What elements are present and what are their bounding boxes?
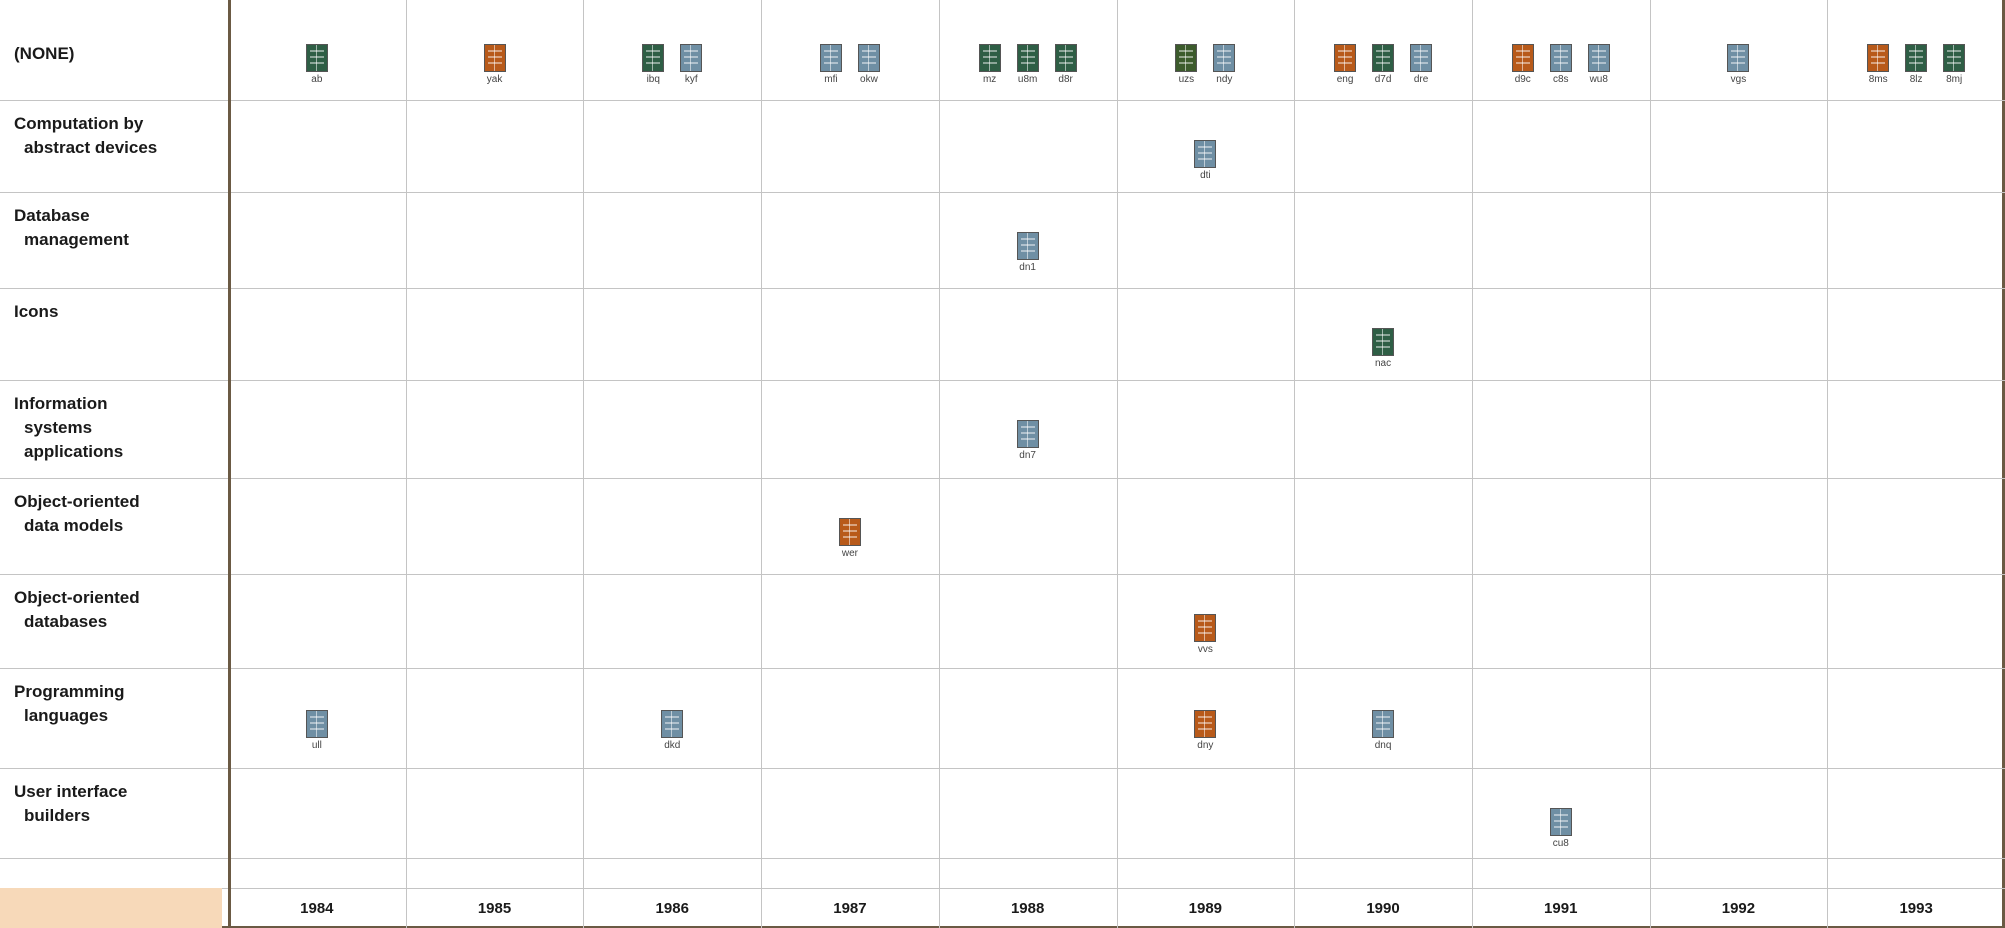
book-icon — [306, 710, 328, 738]
document-icon[interactable] — [1192, 710, 1218, 751]
column-gridline — [1294, 0, 1295, 928]
year-tick-label: 1988 — [1010, 900, 1045, 917]
column-gridline — [583, 0, 584, 928]
row-gridline — [0, 768, 2005, 769]
document-code: kyf — [684, 74, 698, 85]
book-icon — [1372, 710, 1394, 738]
document-icon[interactable] — [1370, 328, 1396, 369]
row-label — [14, 680, 222, 728]
document-code: dn7 — [1019, 450, 1036, 461]
document-code: vgs — [1730, 74, 1747, 85]
book-icon — [1194, 614, 1216, 642]
document-icon[interactable] — [1725, 44, 1751, 85]
column-gridline — [939, 0, 940, 928]
document-icon[interactable] — [1211, 44, 1237, 85]
book-icon — [306, 44, 328, 72]
row-gridline — [0, 192, 2005, 193]
document-icon[interactable] — [1173, 44, 1199, 85]
column-gridline — [761, 0, 762, 928]
row-label-line: Icons — [14, 302, 59, 321]
document-code: ndy — [1216, 74, 1233, 85]
book-icon — [484, 44, 506, 72]
document-code: ibq — [646, 74, 660, 85]
book-icon — [1905, 44, 1927, 72]
document-icon[interactable] — [304, 710, 330, 751]
book-icon — [839, 518, 861, 546]
row-label-line: languages — [24, 706, 109, 725]
document-code: nac — [1374, 358, 1392, 369]
book-icon — [1867, 44, 1889, 72]
column-gridline — [1117, 0, 1118, 928]
book-icon — [1512, 44, 1534, 72]
row-gridline — [0, 574, 2005, 575]
document-icon[interactable] — [818, 44, 844, 85]
document-icon[interactable] — [1370, 44, 1396, 85]
document-code: mfi — [824, 74, 838, 85]
document-icon[interactable] — [1548, 808, 1574, 849]
column-gridline — [228, 0, 231, 928]
book-icon — [1588, 44, 1610, 72]
book-icon — [1334, 44, 1356, 72]
row-label — [14, 780, 222, 828]
document-icon[interactable] — [1586, 44, 1612, 85]
document-icon[interactable] — [1370, 710, 1396, 751]
row-gridline — [0, 888, 2005, 889]
document-code: d9c — [1514, 74, 1531, 85]
row-label-line: User interface — [14, 782, 128, 801]
row-label — [14, 490, 222, 538]
row-label-line: Information — [14, 394, 108, 413]
row-label-line: abstract devices — [24, 138, 158, 157]
year-tick-label: 1993 — [1899, 900, 1933, 917]
document-code: okw — [860, 74, 878, 85]
document-code: mz — [982, 74, 997, 85]
row-gridline — [0, 0, 2005, 1]
axis-corner-swatch — [0, 888, 222, 928]
document-code: 8mj — [1946, 74, 1963, 85]
document-icon[interactable] — [1015, 232, 1041, 273]
row-label-line: Database — [14, 206, 90, 225]
book-icon — [1017, 232, 1039, 260]
book-icon — [1727, 44, 1749, 72]
row-label-line: Programming — [14, 682, 125, 701]
document-code: cu8 — [1552, 838, 1569, 849]
book-icon — [1410, 44, 1432, 72]
year-tick-label: 1987 — [833, 900, 867, 917]
row-label — [14, 112, 222, 160]
row-label-line: Object-oriented — [14, 492, 140, 511]
document-icon[interactable] — [856, 44, 882, 85]
row-label — [14, 204, 222, 252]
row-gridline — [0, 478, 2005, 479]
document-code: dti — [1200, 170, 1211, 181]
row-label-line: builders — [24, 806, 91, 825]
document-icon[interactable] — [1903, 44, 1929, 85]
row-label — [14, 586, 222, 634]
book-icon — [1055, 44, 1077, 72]
document-code: wu8 — [1589, 74, 1608, 85]
row-gridline — [0, 100, 2005, 101]
document-icon[interactable] — [1865, 44, 1891, 85]
document-icon[interactable] — [1548, 44, 1574, 85]
row-label — [14, 300, 222, 324]
book-icon — [858, 44, 880, 72]
document-code: 8ms — [1868, 74, 1888, 85]
book-icon — [1017, 420, 1039, 448]
document-code: ab — [311, 74, 323, 85]
document-code: vvs — [1197, 644, 1213, 655]
book-icon — [661, 710, 683, 738]
book-icon — [642, 44, 664, 72]
column-gridline — [1472, 0, 1473, 928]
row-label-line: systems — [24, 418, 93, 437]
column-gridline — [406, 0, 407, 928]
row-label-line: databases — [24, 612, 108, 631]
book-icon — [979, 44, 1001, 72]
row-gridline — [0, 858, 2005, 859]
document-icon[interactable] — [1053, 44, 1079, 85]
row-label-line: Object-oriented — [14, 588, 140, 607]
row-label-line: data models — [24, 516, 124, 535]
document-icon[interactable] — [977, 44, 1003, 85]
document-code: dre — [1413, 74, 1429, 85]
document-icon[interactable] — [659, 710, 685, 751]
document-icon[interactable] — [640, 44, 666, 85]
document-code: wer — [841, 548, 858, 559]
document-code: d8r — [1058, 74, 1073, 85]
document-icon[interactable] — [1510, 44, 1536, 85]
book-icon — [1372, 328, 1394, 356]
document-icon[interactable] — [1192, 140, 1218, 181]
column-gridline — [1827, 0, 1828, 928]
document-code: 8lz — [1909, 74, 1923, 85]
document-code: ull — [311, 740, 322, 751]
document-icon[interactable] — [678, 44, 704, 85]
book-icon — [1175, 44, 1197, 72]
document-icon[interactable] — [1015, 44, 1041, 85]
document-code: yak — [486, 74, 503, 85]
row-label — [14, 42, 222, 66]
book-icon — [820, 44, 842, 72]
book-icon — [1550, 808, 1572, 836]
year-tick-label: 1984 — [300, 900, 334, 917]
document-icon[interactable] — [1015, 420, 1041, 461]
book-icon — [1943, 44, 1965, 72]
document-code: dn1 — [1019, 262, 1036, 273]
document-icon[interactable] — [304, 44, 330, 85]
document-icon[interactable] — [837, 518, 863, 559]
document-icon[interactable] — [1332, 44, 1358, 85]
year-tick-label: 1989 — [1188, 900, 1223, 917]
year-tick-label: 1992 — [1721, 900, 1756, 917]
column-gridline — [1650, 0, 1651, 928]
year-tick-label: 1991 — [1544, 900, 1578, 917]
row-label-line: applications — [24, 442, 124, 461]
book-icon — [1194, 710, 1216, 738]
row-gridline — [0, 288, 2005, 289]
book-icon — [1213, 44, 1235, 72]
book-icon — [1550, 44, 1572, 72]
year-tick-label: 1986 — [655, 900, 689, 917]
book-icon — [1194, 140, 1216, 168]
document-code: dnq — [1374, 740, 1392, 751]
year-tick-label: 1985 — [477, 900, 512, 917]
row-label — [14, 392, 222, 464]
document-code: c8s — [1552, 74, 1569, 85]
document-code: eng — [1336, 74, 1354, 85]
document-icon[interactable] — [1941, 44, 1967, 85]
document-code: dny — [1197, 740, 1214, 751]
document-icon[interactable] — [1408, 44, 1434, 85]
document-code: d7d — [1374, 74, 1392, 85]
document-code: u8m — [1017, 74, 1038, 85]
document-code: dkd — [664, 740, 681, 751]
row-label-line: Computation by — [14, 114, 144, 133]
book-icon — [680, 44, 702, 72]
year-tick-label: 1990 — [1366, 900, 1400, 917]
row-label-line: (NONE) — [14, 44, 75, 63]
row-gridline — [0, 668, 2005, 669]
book-icon — [1372, 44, 1394, 72]
document-icon[interactable] — [1192, 614, 1218, 655]
document-icon[interactable] — [482, 44, 508, 85]
row-label-line: management — [24, 230, 129, 249]
row-gridline — [0, 380, 2005, 381]
document-code: uzs — [1178, 74, 1195, 85]
book-icon — [1017, 44, 1039, 72]
